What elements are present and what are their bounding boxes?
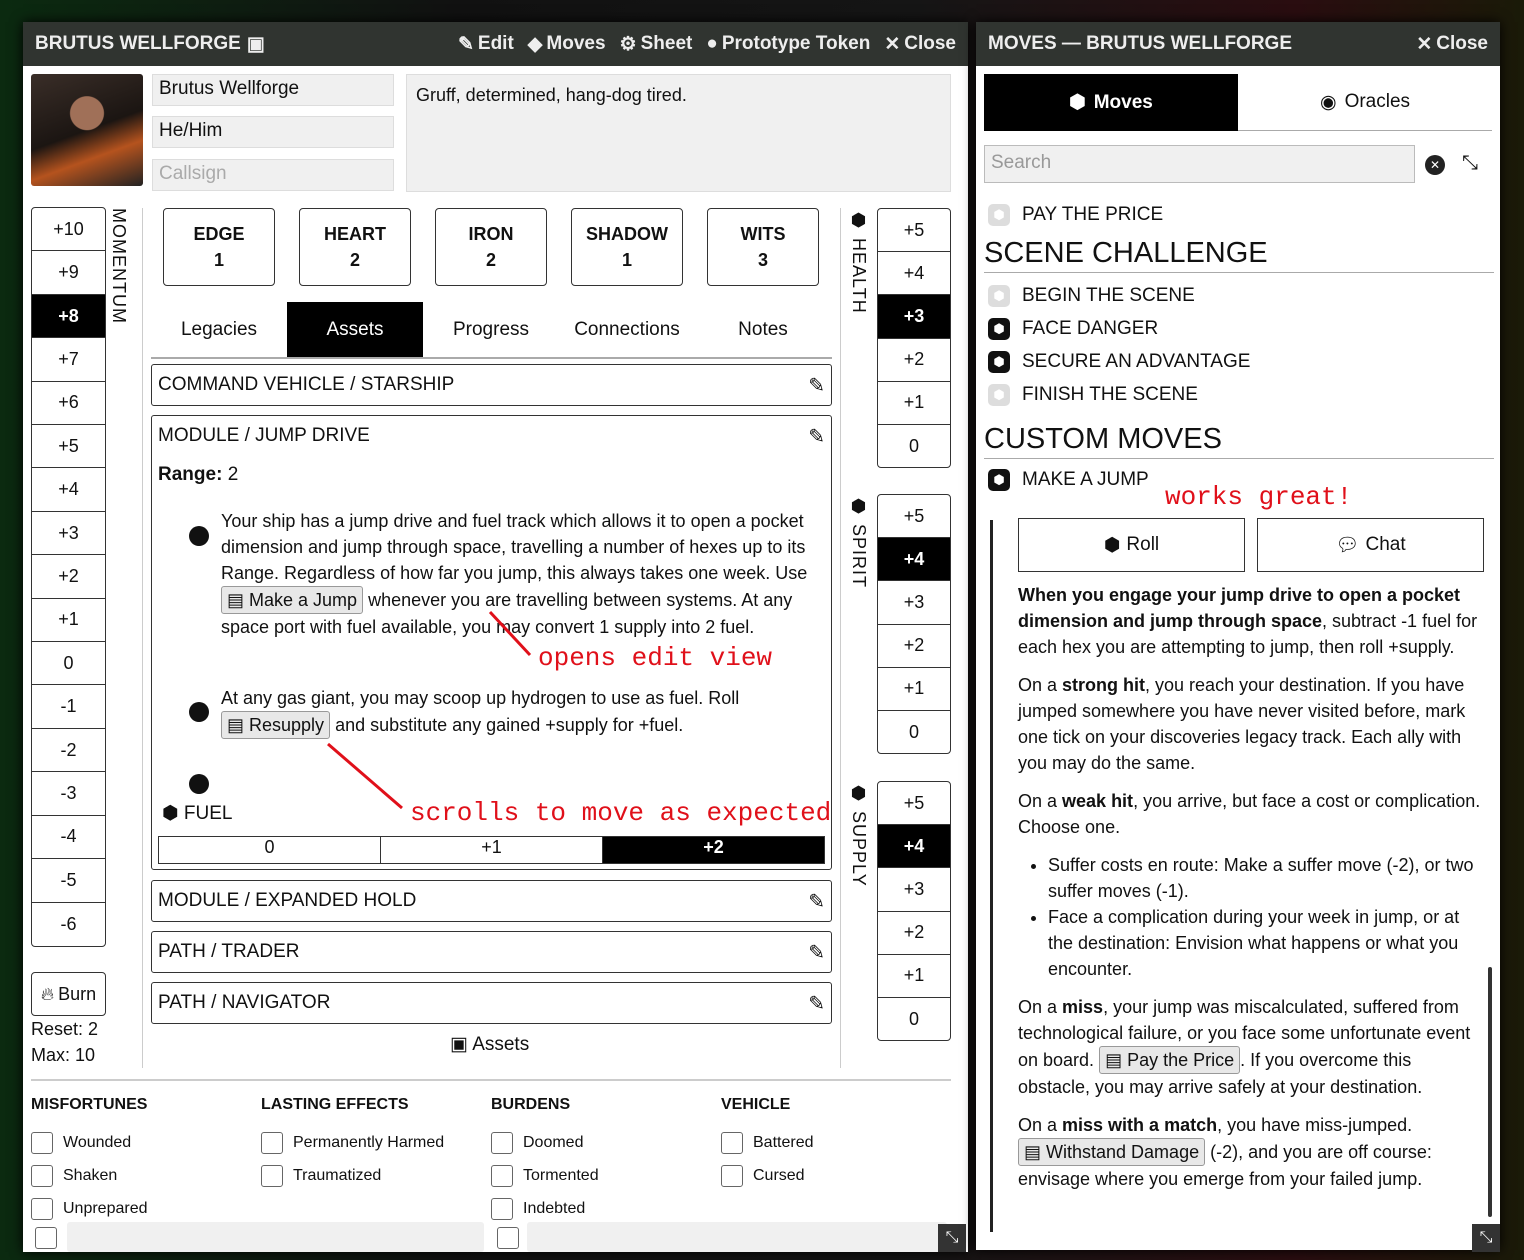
- impact-battered[interactable]: Battered: [721, 1126, 946, 1159]
- sheet-button[interactable]: ⚙ Sheet: [619, 33, 693, 55]
- close-button[interactable]: ✕ Close: [884, 33, 956, 55]
- tab-oracles[interactable]: ◉ Oracles: [1238, 74, 1492, 131]
- edit-icon[interactable]: ✎: [808, 374, 825, 397]
- momentum-value[interactable]: +1: [32, 599, 105, 642]
- impact-group-title: VEHICLE: [721, 1096, 791, 1113]
- asset-jump-drive[interactable]: MODULE / JUMP DRIVE ✎ Range: 2 Your ship has a jump drive and fuel track which allows it to open a pocket dimension and jump through space, travelling a number of hexes up to its Range. Regardless of how far you jump, this always takes one week. Use ▤ Make a Jump whenever you are travelling between systems. At any space port with fuel available, you may convert 1 supply into 2 fuel. At any gas giant, you may scoop up hydrogen to use as fuel. Roll ▤ Resupply and substitute any gained +supply for +fuel. ⬢ FUEL 0 +1 +2: [151, 415, 832, 870]
- momentum-value[interactable]: 0: [32, 642, 105, 685]
- impact-permanently-harmed[interactable]: Permanently Harmed: [261, 1126, 486, 1159]
- stat-name: IRON: [468, 224, 514, 244]
- description-field[interactable]: Gruff, determined, hang-dog tired.: [406, 74, 951, 192]
- resupply-link[interactable]: ▤ Resupply: [221, 711, 330, 739]
- impact-wounded[interactable]: Wounded: [31, 1126, 256, 1159]
- meter-label-spirit: ⬢ SPIRIT: [849, 496, 869, 589]
- meter-value[interactable]: +2: [878, 625, 950, 668]
- resize-handle[interactable]: ⤡: [938, 1224, 966, 1252]
- tab-moves[interactable]: ⬢ Moves: [984, 74, 1238, 131]
- momentum-value[interactable]: +9: [32, 251, 105, 294]
- make-a-jump-link[interactable]: ▤ Make a Jump: [221, 586, 363, 614]
- tab-notes[interactable]: Notes: [738, 319, 788, 340]
- dice-icon: ⬢: [988, 285, 1010, 307]
- dice-icon: ⬢: [988, 469, 1010, 491]
- custom-moves-header: CUSTOM MOVES: [984, 417, 1494, 459]
- dice-icon: ⬢: [988, 384, 1010, 406]
- meter-value[interactable]: +4: [878, 825, 950, 868]
- stat-name: HEART: [324, 224, 386, 244]
- edit-icon[interactable]: ✎: [808, 992, 825, 1015]
- chat-icon: 💬︎: [1335, 535, 1360, 556]
- scene-challenge-header: SCENE CHALLENGE: [984, 231, 1494, 273]
- meter-value[interactable]: +5: [878, 782, 950, 825]
- momentum-value[interactable]: -6: [60, 913, 77, 934]
- impact-group-title: BURDENS: [491, 1096, 571, 1113]
- meter-value[interactable]: +3: [878, 868, 950, 911]
- clear-search-icon[interactable]: ✕: [1425, 155, 1445, 175]
- meter-value[interactable]: +2: [878, 339, 950, 382]
- edit-icon[interactable]: ✎: [808, 941, 825, 964]
- move-secure-an-advantage[interactable]: ⬢ SECURE AN ADVANTAGE: [984, 345, 1494, 378]
- dice-icon: ⬢: [1069, 92, 1086, 113]
- meter-value[interactable]: +1: [878, 955, 950, 998]
- fuel-value[interactable]: 0: [264, 837, 275, 857]
- meter-value[interactable]: 0: [908, 722, 919, 743]
- ability-2: At any gas giant, you may scoop up hydrogen to use as fuel. Roll ▤ Resupply and substitute any gained +supply for +fuel.: [221, 685, 821, 739]
- roll-button[interactable]: ⬢ Roll: [1018, 518, 1245, 572]
- asset-command-vehicle[interactable]: COMMAND VEHICLE / STARSHIP ✎: [151, 364, 832, 406]
- chat-button[interactable]: 💬︎ Chat: [1257, 518, 1484, 572]
- fuel-value[interactable]: +1: [380, 837, 602, 863]
- oracle-icon: ◉: [1319, 91, 1337, 113]
- fuel-label[interactable]: ⬢ FUEL: [162, 803, 233, 824]
- impact-traumatized[interactable]: Traumatized: [261, 1159, 486, 1192]
- moves-close-button[interactable]: ✕ Close: [1416, 33, 1488, 55]
- diamond-icon: ◆: [527, 33, 543, 55]
- momentum-value[interactable]: +8: [32, 295, 105, 338]
- impact-cursed[interactable]: Cursed: [721, 1159, 946, 1192]
- close-icon: ✕: [1416, 33, 1433, 55]
- tab-legacies[interactable]: Legacies: [180, 319, 258, 340]
- resize-handle[interactable]: ⤡: [1472, 1224, 1500, 1252]
- dice-icon: ⬢: [849, 783, 869, 805]
- impact-doomed[interactable]: Doomed: [491, 1126, 716, 1159]
- impact-shaken[interactable]: Shaken: [31, 1159, 256, 1192]
- dice-icon: ⬢: [988, 204, 1010, 226]
- momentum-value[interactable]: +5: [32, 425, 105, 468]
- pay-the-price-link[interactable]: ▤ Pay the Price: [1099, 1046, 1240, 1074]
- annotation-scrolls: scrolls to move as expected: [410, 798, 832, 828]
- annotation-line: [328, 744, 402, 808]
- meter-value[interactable]: +3: [878, 295, 950, 338]
- move-pay-the-price[interactable]: ⬢ PAY THE PRICE: [984, 198, 1494, 231]
- impact-indebted[interactable]: Indebted: [491, 1192, 716, 1225]
- stat-value: 1: [213, 250, 224, 270]
- meter-value[interactable]: +4: [878, 252, 950, 295]
- move-face-danger[interactable]: ⬢ FACE DANGER: [984, 312, 1494, 345]
- annotation-line: [490, 612, 530, 655]
- momentum-value[interactable]: -4: [32, 816, 105, 859]
- momentum-value[interactable]: +10: [32, 208, 105, 251]
- dice-icon: ⬢: [162, 803, 179, 824]
- fire-icon: 🔥︎: [40, 983, 55, 1004]
- momentum-value[interactable]: -3: [32, 772, 105, 815]
- momentum-label: MOMENTUM: [109, 208, 129, 324]
- meter-label-supply: ⬢ SUPPLY: [849, 783, 869, 887]
- moves-title: MOVES — BRUTUS WELLFORGE: [988, 33, 1292, 54]
- pronouns-field[interactable]: He/Him: [152, 116, 394, 148]
- meter-value[interactable]: +4: [878, 538, 950, 581]
- tab-progress[interactable]: Progress: [452, 319, 530, 340]
- dice-icon: ⬢: [988, 318, 1010, 340]
- dice-icon: ⬢: [849, 210, 869, 232]
- impact-group-title: LASTING EFFECTS: [261, 1096, 409, 1113]
- impact-tormented[interactable]: Tormented: [491, 1159, 716, 1192]
- momentum-max: Max: 10: [31, 1045, 96, 1065]
- close-icon: ✕: [884, 33, 901, 55]
- meter-value[interactable]: 0: [908, 436, 919, 457]
- edit-icon[interactable]: ✎: [808, 890, 825, 913]
- prototype-token-button[interactable]: ● Prototype Token: [706, 33, 871, 54]
- momentum-reset: Reset: 2: [31, 1019, 99, 1039]
- momentum-value[interactable]: +2: [32, 555, 105, 598]
- move-text: When you engage your jump drive to open a pocket dimension and jump through space, subtract -1 fuel for each hex you are attempting to jump, then roll +supply. On a strong hit, you reach your destination. If you have jumped somewhere you have never visited before, mark one tick on your discoveries legacy track. Each ally with you may do the same. On a weak hit, you arrive, but face a cost or complication. Choose one. • Suffer costs en route: Make a suffer move (-2), or two suffer moves (-1). • Face a complication during your week in jump, or at the destination: Envision what happens or what you encounter. On a miss, your jump was miscalculated, suffered from technological failure, or you face some unfortunate event on board. ▤ Pay the Price . If you overcome this obstacle, you may arrive safely at your destination. On a miss with a match, you have miss-jumped. ▤ Withstand Damage (-2), and you are off course: envisage where you emerge from your failed jump.: [1018, 582, 1484, 1204]
- momentum-value[interactable]: -1: [32, 685, 105, 728]
- meter-value[interactable]: +5: [878, 209, 950, 252]
- name-field[interactable]: Brutus Wellforge: [152, 74, 394, 106]
- stat-value: 2: [485, 250, 496, 270]
- meter-value[interactable]: +5: [878, 495, 950, 538]
- assets-browser-button[interactable]: ▣ Assets: [450, 1034, 530, 1055]
- stat-value: 3: [757, 250, 768, 270]
- momentum-value[interactable]: +6: [32, 382, 105, 425]
- stat-name: EDGE: [193, 224, 245, 244]
- momentum-value[interactable]: +3: [32, 512, 105, 555]
- search-input[interactable]: Search: [984, 145, 1415, 183]
- annotation-works-great: works great!: [1165, 482, 1353, 512]
- tab-connections[interactable]: Connections: [574, 319, 680, 340]
- callsign-field[interactable]: Callsign: [152, 159, 394, 191]
- meter-value[interactable]: +1: [878, 668, 950, 711]
- user-circle-icon: ●: [706, 33, 718, 54]
- momentum-value[interactable]: +4: [32, 468, 105, 511]
- asset-navigator[interactable]: PATH / NAVIGATOR ✎: [151, 982, 832, 1024]
- stat-name: SHADOW: [586, 224, 668, 244]
- momentum-value[interactable]: +7: [32, 338, 105, 381]
- dice-icon: ⬢: [849, 496, 869, 518]
- collapse-icon[interactable]: ⤡: [1462, 152, 1478, 174]
- momentum-value[interactable]: -2: [32, 729, 105, 772]
- gear-icon: ⚙: [619, 33, 637, 55]
- asset-trader[interactable]: PATH / TRADER ✎: [151, 931, 832, 973]
- impact-unprepared[interactable]: Unprepared: [31, 1192, 256, 1225]
- sheet-title: BRUTUS WELLFORGE: [35, 33, 241, 54]
- stat-value: 2: [349, 250, 360, 270]
- meter-value[interactable]: +2: [878, 912, 950, 955]
- edit-button[interactable]: ✎ Edit: [457, 33, 514, 55]
- meter-value[interactable]: +1: [878, 382, 950, 425]
- dice-icon: ⬢: [1103, 534, 1121, 556]
- asset-expanded-hold[interactable]: MODULE / EXPANDED HOLD ✎: [151, 880, 832, 922]
- move-finish-the-scene[interactable]: ⬢ FINISH THE SCENE: [984, 378, 1494, 411]
- meter-value[interactable]: 0: [908, 1009, 919, 1030]
- edit-icon: ✎: [457, 33, 474, 55]
- impact-group-title: MISFORTUNES: [31, 1096, 148, 1113]
- moves-button[interactable]: ◆ Moves: [527, 33, 606, 55]
- fuel-value[interactable]: +2: [602, 837, 824, 863]
- stat-name: WITS: [740, 224, 786, 244]
- tab-assets[interactable]: Assets: [287, 302, 423, 358]
- move-make-a-jump[interactable]: ⬢ MAKE A JUMP: [984, 463, 1494, 496]
- stat-value: 1: [621, 250, 632, 270]
- move-begin-the-scene[interactable]: ⬢ BEGIN THE SCENE: [984, 279, 1494, 312]
- momentum-value[interactable]: -5: [32, 859, 105, 902]
- edit-icon[interactable]: ✎: [808, 425, 825, 448]
- annotation-opens-edit: opens edit view: [538, 643, 773, 673]
- dice-icon: ⬢: [988, 351, 1010, 373]
- withstand-damage-link[interactable]: ▤ Withstand Damage: [1018, 1138, 1205, 1166]
- ability-1: Your ship has a jump drive and fuel track which allows it to open a pocket dimension and jump through space, travelling a number of hexes up to its Range. Regardless of how far you jump, this always takes one week. Use ▤ Make a Jump whenever you are travelling between systems. At any space port with fuel available, you may convert 1 supply into 2 fuel.: [221, 511, 808, 637]
- passport-icon: ▣: [246, 33, 265, 55]
- range-field: Range: 2: [158, 464, 239, 485]
- meter-label-health: ⬢ HEALTH: [849, 210, 869, 314]
- meter-value[interactable]: +3: [878, 581, 950, 624]
- burn-button[interactable]: 🔥︎ Burn: [31, 972, 106, 1016]
